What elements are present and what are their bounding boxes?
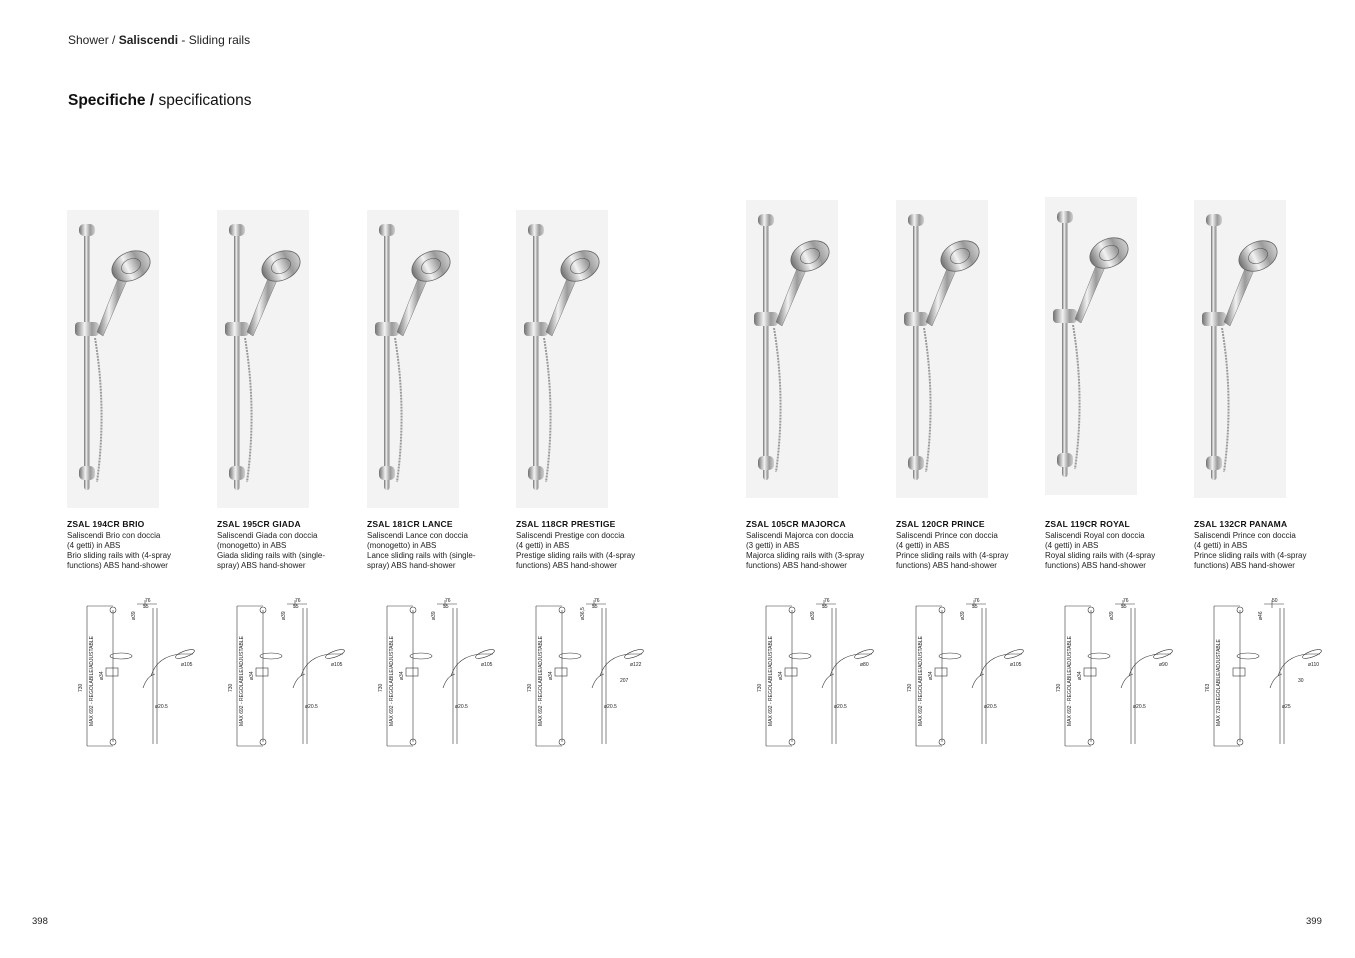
product-drawing [902,596,1032,756]
dimension-label: 730 [378,683,384,692]
dimension-label: 730 [1056,683,1062,692]
technical-drawing [373,596,503,756]
description-line: Prince sliding rails with (4-spray [896,551,1009,560]
product-description [367,531,507,571]
product-description [516,531,656,571]
description-line: Saliscendi Royal con doccia [1045,531,1145,540]
product-code: ZSAL 181CR LANCE [367,519,453,529]
dimension-label: MAX 733 REGOLABILE/ADJUSTABLE [1216,639,1222,726]
dimension-label: ø20.5 [455,704,468,710]
page-number-right: 399 [1306,916,1322,927]
description-line: Saliscendi Majorca con doccia [746,531,854,540]
product-drawing [1051,596,1181,756]
dimension-label: 76 [974,598,980,604]
product-photo [1045,197,1137,495]
dimension-label: 730 [228,683,234,692]
dimension-label: ø39 [960,611,966,620]
description-line: Prince sliding rails with (4-spray [1194,551,1307,560]
dimension-label: 55 [1121,604,1127,610]
dimension-label: ø20.5 [1133,704,1146,710]
description-line: Saliscendi Brio con doccia [67,531,161,540]
dimension-label: ø105 [331,662,343,668]
technical-drawing [73,596,203,756]
shower-product-photo [1194,200,1286,498]
dimension-label: 730 [527,683,533,692]
dimension-label: 76 [824,598,830,604]
dimension-label: 730 [78,683,84,692]
product-drawing [373,596,503,756]
page-title-rest: specifications [154,92,252,109]
description-line: (4 getti) in ABS [1045,541,1099,550]
dimension-label: 55 [822,604,828,610]
description-line: Saliscendi Lance con doccia [367,531,468,540]
description-line: functions) ABS hand-shower [1045,561,1146,570]
dimension-label: 30 [1298,678,1304,684]
description-line: functions) ABS hand-shower [896,561,997,570]
description-line: Giada sliding rails with (single- [217,551,326,560]
dimension-label: ø34 [778,671,784,680]
dimension-label: MAX 692 - REGOLABILE/ADJUSTABLE [1067,636,1073,726]
dimension-label: ø34 [548,671,554,680]
dimension-label: 50 [1272,598,1278,604]
product-description [896,531,1036,571]
technical-drawing [752,596,882,756]
shower-product-photo [217,210,309,508]
product-drawing [223,596,353,756]
dimension-label: ø20.5 [155,704,168,710]
description-line: Saliscendi Prince con doccia [1194,531,1296,540]
dimension-label: ø34 [99,671,105,680]
description-line: Majorca sliding rails with (3-spray [746,551,865,560]
dimension-label: MAX 692 - REGOLABILE/ADJUSTABLE [918,636,924,726]
dimension-label: ø122 [630,662,642,668]
description-line: (4 getti) in ABS [1194,541,1248,550]
page-title [68,92,252,110]
dimension-label: MAX 692 - REGOLABILE/ADJUSTABLE [89,636,95,726]
dimension-label: 76 [1123,598,1129,604]
product-code: ZSAL 118CR PRESTIGE [516,519,616,529]
shower-product-photo [516,210,608,508]
dimension-label: ø34 [1077,671,1083,680]
dimension-label: ø20.5 [834,704,847,710]
dimension-label: MAX 692 - REGOLABILE/ADJUSTABLE [389,636,395,726]
dimension-label: 55 [443,604,449,610]
dimension-label: 76 [445,598,451,604]
product-code: ZSAL 194CR BRIO [67,519,145,529]
dimension-label: ø39 [281,611,287,620]
product-description [1194,531,1334,571]
product-description [67,531,207,571]
shower-product-photo [67,210,159,508]
dimension-label: ø80 [860,662,869,668]
dimension-label: ø39 [1109,611,1115,620]
dimension-label: 207 [620,678,629,684]
breadcrumb-suffix: - Sliding rails [178,33,251,47]
page-number-left: 398 [32,916,48,927]
product-description [746,531,886,571]
technical-drawing [1051,596,1181,756]
technical-drawing [223,596,353,756]
shower-product-photo [896,200,988,498]
page-title-bold: Specifiche / [68,92,155,109]
dimension-label: 55 [972,604,978,610]
dimension-label: ø110 [1308,662,1320,668]
breadcrumb [68,33,250,47]
dimension-label: ø20.5 [305,704,318,710]
product-code: ZSAL 119CR ROYAL [1045,519,1130,529]
description-line: (3 getti) in ABS [746,541,800,550]
description-line: functions) ABS hand-shower [67,561,168,570]
shower-product-photo [746,200,838,498]
description-line: functions) ABS hand-shower [1194,561,1295,570]
breadcrumb-prefix: Shower / [68,33,119,47]
technical-drawing [522,596,652,756]
description-line: Prestige sliding rails with (4-spray [516,551,636,560]
dimension-label: ø46 [1258,611,1264,620]
dimension-label: ø105 [181,662,193,668]
product-photo [367,210,459,508]
description-line: Brio sliding rails with (4-spray [67,551,172,560]
product-code: ZSAL 132CR PANAMA [1194,519,1288,529]
breadcrumb-section: Saliscendi [118,33,179,47]
description-line: Saliscendi Prince con doccia [896,531,998,540]
product-code: ZSAL 105CR MAJORCA [746,519,846,529]
product-description [1045,531,1185,571]
product-photo [746,200,838,498]
dimension-label: ø20.5 [604,704,617,710]
description-line: (4 getti) in ABS [516,541,570,550]
description-line: functions) ABS hand-shower [746,561,847,570]
dimension-label: ø34 [249,671,255,680]
product-photo [1194,200,1286,498]
dimension-label: ø39 [810,611,816,620]
description-line: (monogetto) in ABS [367,541,437,550]
dimension-label: 55 [592,604,598,610]
shower-product-photo [367,210,459,508]
product-drawing [522,596,652,756]
dimension-label: ø39 [431,611,437,620]
technical-drawing [1200,596,1330,756]
dimension-label: ø36,5 [580,607,586,620]
description-line: functions) ABS hand-shower [516,561,617,570]
product-code: ZSAL 120CR PRINCE [896,519,985,529]
description-line: (4 getti) in ABS [67,541,121,550]
product-photo [516,210,608,508]
product-drawing [1200,596,1330,756]
dimension-label: ø34 [399,671,405,680]
description-line: Saliscendi Prestige con doccia [516,531,625,540]
product-description [217,531,357,571]
shower-product-photo [1045,197,1137,495]
description-line: (4 getti) in ABS [896,541,950,550]
dimension-label: MAX 692 - REGOLABILE/ADJUSTABLE [768,636,774,726]
product-photo [67,210,159,508]
dimension-label: ø34 [928,671,934,680]
technical-drawing [902,596,1032,756]
product-drawing [752,596,882,756]
dimension-label: ø20.5 [984,704,997,710]
dimension-label: 730 [907,683,913,692]
description-line: Lance sliding rails with (single- [367,551,476,560]
description-line: spray) ABS hand-shower [367,561,456,570]
dimension-label: ø105 [481,662,493,668]
product-code: ZSAL 195CR GIADA [217,519,301,529]
product-photo [217,210,309,508]
dimension-label: 55 [293,604,299,610]
product-drawing [73,596,203,756]
dimension-label: ø90 [1159,662,1168,668]
dimension-label: 76 [145,598,151,604]
description-line: (monogetto) in ABS [217,541,287,550]
dimension-label: ø25 [1282,704,1291,710]
dimension-label: MAX 692 - REGOLABILE/ADJUSTABLE [538,636,544,726]
dimension-label: 730 [757,683,763,692]
description-line: Saliscendi Giada con doccia [217,531,318,540]
product-photo [896,200,988,498]
dimension-label: ø105 [1010,662,1022,668]
dimension-label: MAX 692 - REGOLABILE/ADJUSTABLE [239,636,245,726]
dimension-label: 76 [594,598,600,604]
dimension-label: 763 [1205,683,1211,692]
dimension-label: 76 [295,598,301,604]
description-line: spray) ABS hand-shower [217,561,306,570]
dimension-label: 55 [143,604,149,610]
dimension-label: ø39 [131,611,137,620]
description-line: Royal sliding rails with (4-spray [1045,551,1156,560]
